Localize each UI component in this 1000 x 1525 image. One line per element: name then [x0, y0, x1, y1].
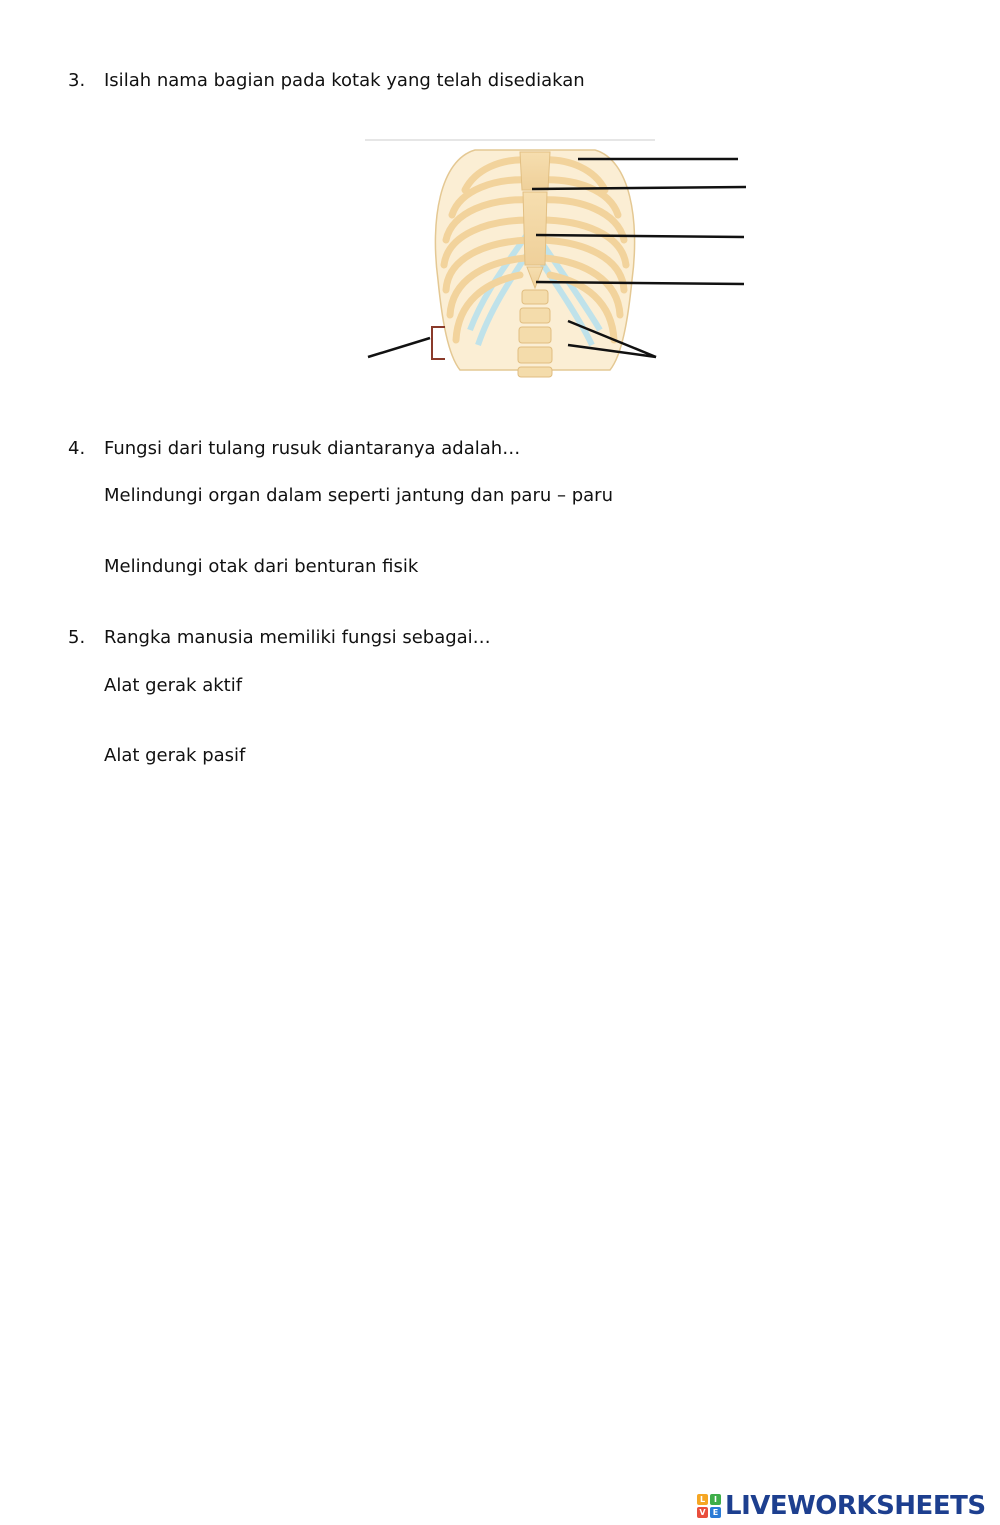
question-4-option-2[interactable]: Melindungi otak dari benturan fisik — [104, 556, 419, 577]
question-3-number: 3. — [68, 70, 86, 91]
question-4-text: Fungsi dari tulang rusuk diantaranya adalah… — [104, 438, 521, 459]
logo-mark-i: I — [710, 1494, 721, 1505]
logo-mark-icon — [697, 1494, 721, 1518]
logo-text: LIVEWORKSHEETS — [725, 1491, 986, 1521]
question-5-option-2[interactable]: Alat gerak pasif — [104, 745, 246, 766]
question-5-text: Rangka manusia memiliki fungsi sebagai… — [104, 627, 491, 648]
logo-mark-l: L — [697, 1494, 708, 1505]
liveworksheets-logo[interactable] — [697, 1489, 986, 1523]
sternum — [523, 192, 547, 265]
logo-mark-v: V — [697, 1507, 708, 1518]
question-4-number: 4. — [68, 438, 86, 459]
manubrium — [520, 152, 550, 190]
question-5-option-1[interactable]: Alat gerak aktif — [104, 675, 243, 696]
question-5-number: 5. — [68, 627, 86, 648]
rib-cage-diagram — [360, 130, 760, 390]
question-4-option-1[interactable]: Melindungi organ dalam seperti jantung dan paru – paru — [104, 485, 613, 506]
floating-ribs-bracket — [432, 327, 445, 359]
logo-mark-e: E — [710, 1507, 721, 1518]
question-3-text: Isilah nama bagian pada kotak yang telah disediakan — [104, 70, 585, 91]
pointer-line-6 — [368, 338, 430, 357]
